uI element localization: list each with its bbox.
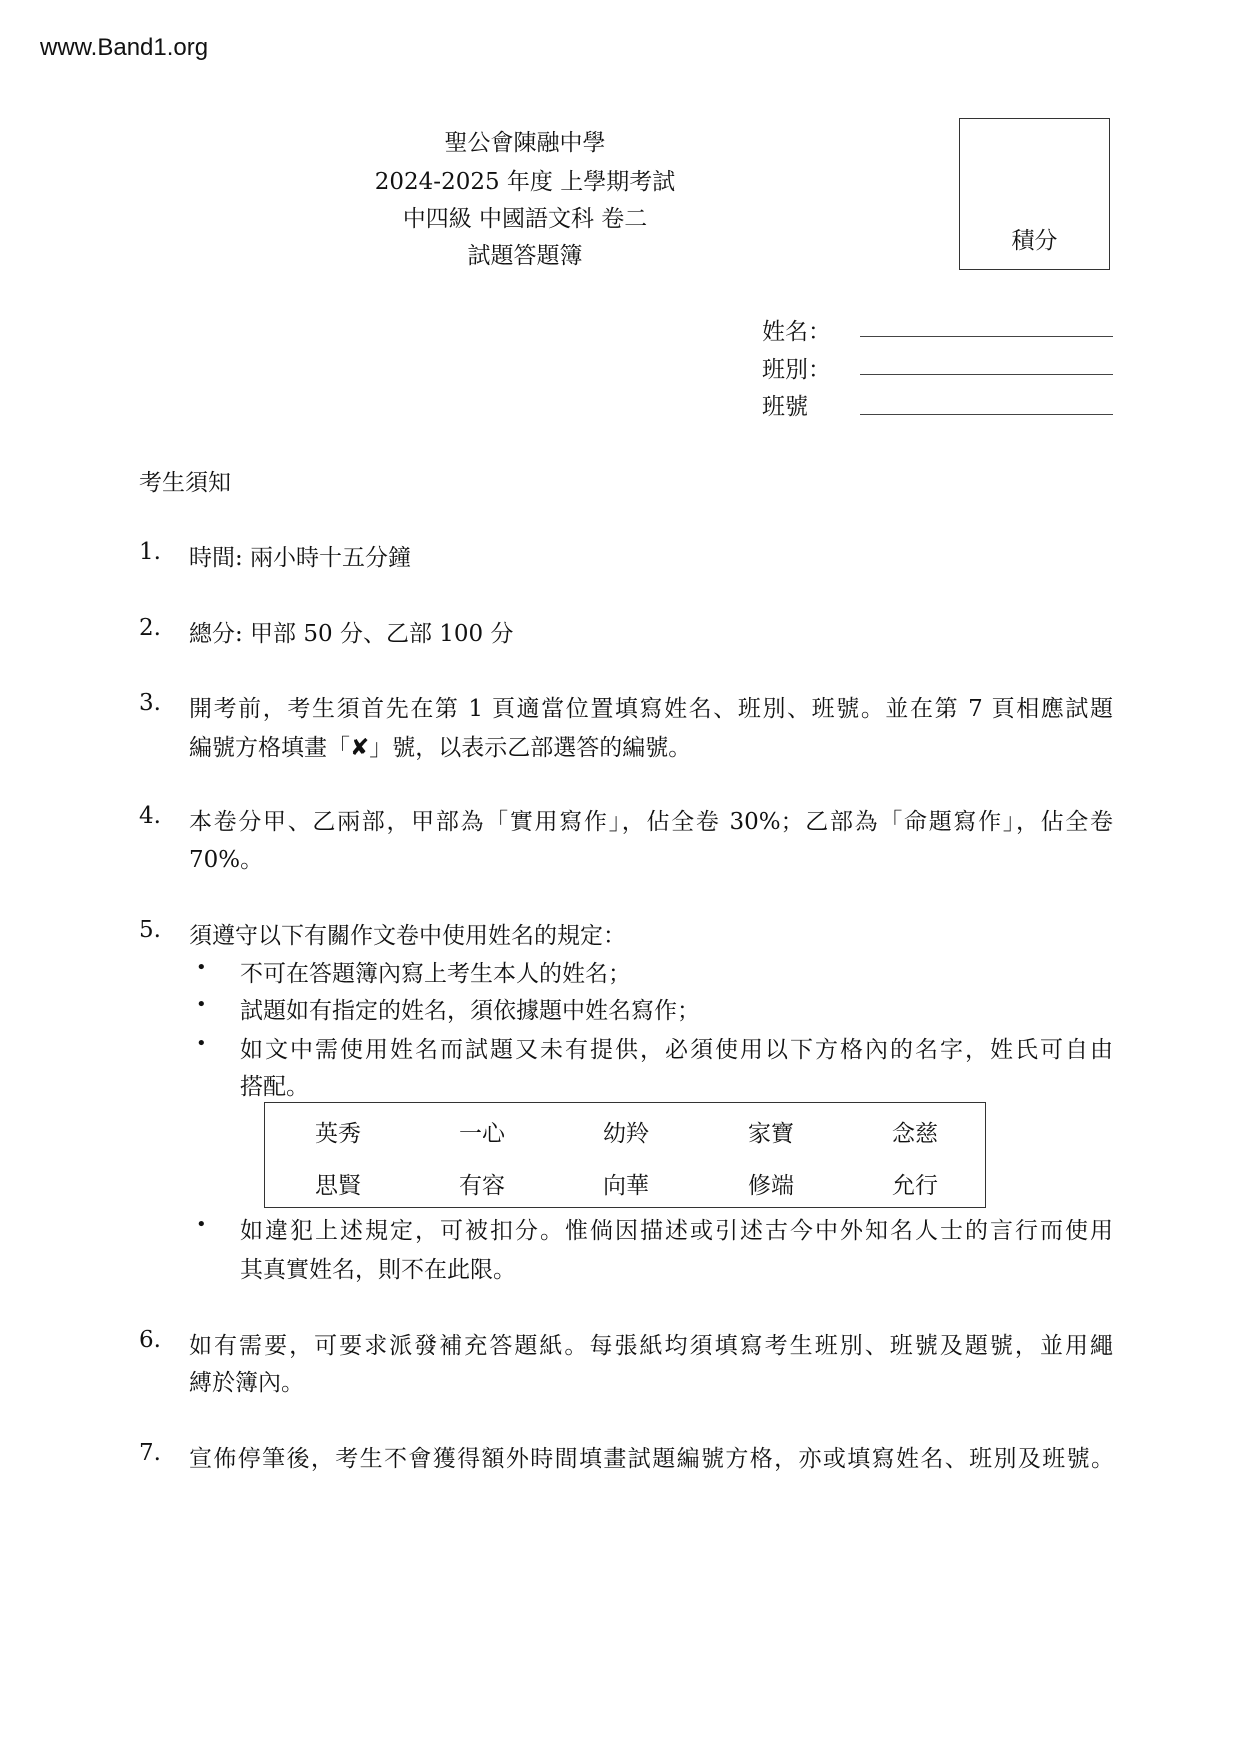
name-cell: 修端 — [748, 1173, 794, 1199]
name-table — [264, 1102, 986, 1208]
item-text: 編號方格填畫「✘」號，以表示乙部選答的編號。 — [189, 735, 692, 761]
item-text: 須遵守以下有關作文卷中使用姓名的規定： — [189, 923, 626, 949]
name-cell: 幼羚 — [603, 1121, 649, 1147]
class-number-label: 班號 — [762, 394, 808, 420]
item-number: 5. — [139, 917, 161, 943]
score-label: 積分 — [1011, 228, 1058, 254]
bullet-text: 如違犯上述規定，可被扣分。惟倘因描述或引述古今中外知名人士的言行而使用 — [240, 1218, 1113, 1244]
bullet-text: 搭配。 — [240, 1074, 309, 1100]
item-number: 7. — [139, 1440, 161, 1466]
name-cell: 向華 — [603, 1173, 649, 1199]
name-cell: 允行 — [892, 1173, 938, 1199]
watermark: www.Band1.org — [40, 34, 209, 61]
bullet-text: 試題如有指定的姓名，須依據題中姓名寫作； — [240, 998, 700, 1024]
score-box — [959, 118, 1110, 270]
notice-title: 考生須知 — [139, 470, 231, 496]
item-text: 70%。 — [189, 847, 264, 873]
item-text: 總分: 甲部 50 分、乙部 100 分 — [189, 621, 514, 647]
item-text: 如有需要，可要求派發補充答題紙。每張紙均須填寫考生班別、班號及題號，並用繩 — [189, 1333, 1113, 1359]
bullet-icon: • — [196, 1214, 207, 1235]
item-text: 縛於簿內。 — [189, 1370, 304, 1396]
name-cell: 念慈 — [892, 1121, 938, 1147]
name-cell: 家寶 — [748, 1121, 794, 1147]
item-number: 1. — [139, 539, 161, 565]
exam-title: 2024-2025 年度 上學期考試 — [374, 169, 676, 195]
item-text: 宣佈停筆後，考生不會獲得額外時間填畫試題編號方格，亦或填寫姓名、班別及班號。 — [189, 1446, 1113, 1472]
bullet-text: 其真實姓名，則不在此限。 — [240, 1257, 516, 1283]
item-number: 6. — [139, 1327, 161, 1353]
item-number: 4. — [139, 803, 161, 829]
name-cell: 有容 — [459, 1173, 505, 1199]
item-text: 開考前，考生須首先在第 1 頁適當位置填寫姓名、班別、班號。並在第 7 頁相應試題 — [189, 696, 1113, 722]
name-cell: 英秀 — [315, 1121, 361, 1147]
school-name: 聖公會陳融中學 — [444, 130, 606, 156]
name-cell: 思賢 — [315, 1173, 361, 1199]
bullet-text: 如文中需使用姓名而試題又未有提供，必須使用以下方格內的名字，姓氏可自由 — [240, 1037, 1113, 1063]
subject-title: 中四級 中國語文科 卷二 — [402, 206, 648, 232]
class-label: 班別： — [762, 357, 831, 383]
name-label: 姓名： — [762, 319, 831, 345]
bullet-text: 不可在答題簿內寫上考生本人的姓名； — [240, 961, 631, 987]
bullet-icon: • — [196, 957, 207, 978]
item-number: 3. — [139, 690, 161, 716]
item-text: 本卷分甲、乙兩部，甲部為「實用寫作」，佔全卷 30%；乙部為「命題寫作」，佔全卷 — [189, 809, 1113, 835]
class-number-field[interactable] — [860, 414, 1113, 415]
item-number: 2. — [139, 615, 161, 641]
name-field[interactable] — [860, 336, 1113, 337]
class-field[interactable] — [860, 374, 1113, 375]
item-text: 時間: 兩小時十五分鐘 — [189, 545, 412, 571]
name-cell: 一心 — [459, 1121, 505, 1147]
bullet-icon: • — [196, 1033, 207, 1054]
bullet-icon: • — [196, 994, 207, 1015]
booklet-title: 試題答題簿 — [467, 243, 583, 269]
